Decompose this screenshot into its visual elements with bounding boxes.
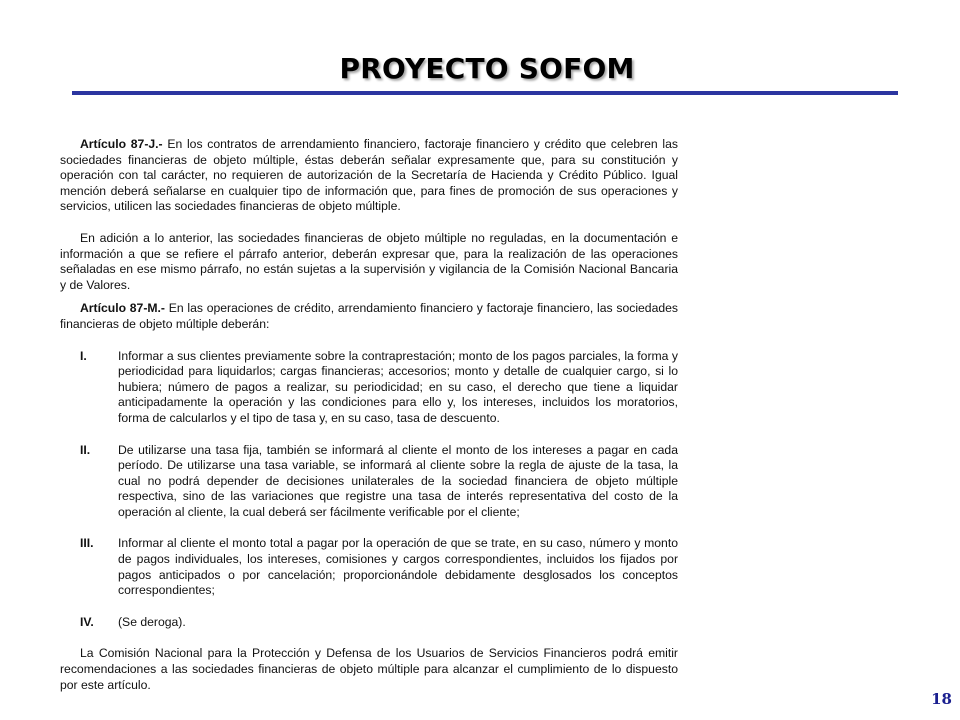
slide-title: PROYECTO SOFOM [339, 52, 635, 85]
list-item-text: (Se deroga). [118, 614, 186, 629]
article-87-m-heading: Artículo 87-M.- [80, 301, 165, 316]
title-underline [72, 91, 898, 95]
list-item [60, 536, 678, 598]
article-87-j-heading: Artículo 87-J.- [80, 137, 163, 151]
slide-body [60, 137, 678, 693]
list-item [60, 443, 678, 521]
list-item-text: De utilizarse una tasa fija, también se informará al cliente el monto de los intereses a pagar en cada período. De utilizarse una tasa variable, se informará al cliente sobre la regla de ajuste de la tasa, la cual no podrá depender de decisiones unilaterales de la sociedad financiera de objeto múltiple respectiva, sino de las variaciones que registre una tasa de interés representativa del costo de la operación al cliente, la cual deberá ser fácilmente verificable por el cliente; [118, 442, 678, 519]
article-87-m-paragraph [60, 301, 678, 332]
closing-paragraph: La Comisión Nacional para la Protección y Defensa de los Usuarios de Servicios Financieros podrá emitir recomendaciones a las sociedades financieras de objeto múltiple para alcanzar el cumplimiento de lo dispuesto por este artículo. [60, 646, 678, 692]
article-87-m-text: En las operaciones de crédito, arrendamiento financiero y factoraje financiero, las sociedades financieras de objeto múltiple deberán: [60, 301, 679, 331]
adicion-paragraph: En adición a lo anterior, las sociedades financieras de objeto múltiple no reguladas, en la documentación e información a que se refiere el párrafo anterior, deberán expresar que, para la realización de las operaciones señaladas en ese mismo párrafo, no están sujetas a la supervisión y vigilancia de la Comisión Nacional Bancaria y de Valores. [60, 230, 678, 292]
list-item-text: Informar a sus clientes previamente sobre la contraprestación; monto de los pagos parciales, la forma y periodicidad para liquidarlos; cargas financieras; accesorios; monto y detalle de cualquier cargo, si lo hubiera; número de pagos a realizar, su periodicidad; en su caso, el derecho que tiene a liquidar anticipadamente la operación y las condiciones para ello y, los intereses, incluidos los moratorios, forma de calcularlos y el tipo de tasa y, en su caso, tasa de descuento. [118, 348, 678, 425]
article-87-j-text: En los contratos de arrendamiento financiero, factoraje financiero y crédito que celebren las sociedades financieras de objeto múltiple, éstas deberán señalar expresamente que, para su constitución y operación con tal carácter, no requieren de autorización de la Secretaría de Hacienda y Crédito Público. Igual mención deberá señalarse en cualquier tipo de información que, para fines de promoción de sus operaciones y servicios, utilicen las sociedades financieras de objeto múltiple. [60, 137, 678, 214]
list-item-number: II. [80, 442, 91, 457]
list-item-number: III. [80, 536, 94, 551]
list-item-number: I. [80, 348, 87, 363]
list-item-text: Informar al cliente el monto total a pagar por la operación de que se trate, en su caso, número y monto de pagos individuales, los intereses, comisiones y cargos correspondientes, incluidos los fijados por pagos anticipados o por cancelación; proporcionándole debidamente desglosados los conceptos correspondientes; [118, 536, 678, 598]
article-87-j-paragraph [60, 137, 678, 215]
page-number: 18 [931, 690, 952, 708]
list-item-number: IV. [80, 614, 94, 629]
list-item [60, 615, 678, 631]
list-item [60, 349, 678, 427]
